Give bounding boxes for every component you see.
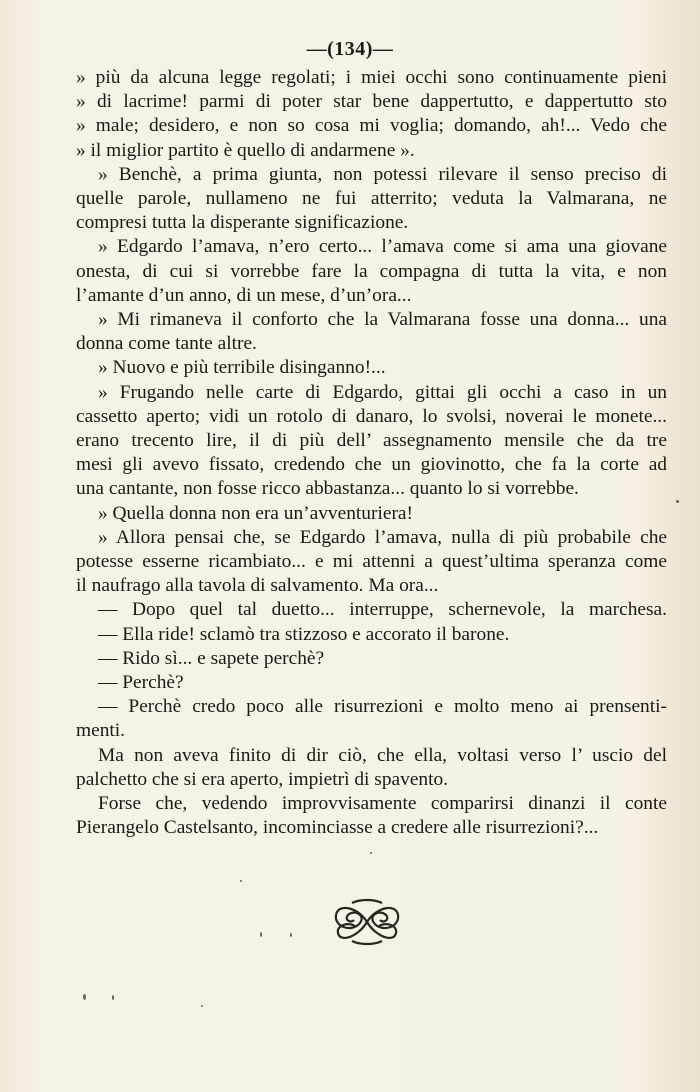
- text-line: menti.: [76, 720, 126, 742]
- text-line: » Quella donna non era un’avventuriera!: [98, 502, 413, 524]
- text-line: » male; desidero, e non so cosa mi voglia; domando, ah!... Vedo che: [76, 115, 667, 137]
- text-line: » Benchè, a prima giunta, non potessi rilevare il senso preciso di: [98, 163, 667, 185]
- text-line: — Perchè?: [98, 672, 184, 694]
- text-line: » Mi rimaneva il conforto che la Valmarana fosse una donna... una: [98, 309, 667, 331]
- text-line: onesta, di cui si vorrebbe fare la compagna di tutta la vita, e non: [76, 260, 667, 282]
- text-line: mesi gli avevo fissato, credendo che un giovinotto, che fa la corte ad: [76, 454, 667, 476]
- text-line: » Frugando nelle carte di Edgardo, gittai gli occhi a caso in un: [98, 381, 667, 403]
- text-line: Ma non aveva finito di dir ciò, che ella, voltasi verso l’ uscio del: [98, 744, 667, 766]
- body-text: [76, 66, 667, 841]
- text-line: cassetto aperto; vidi un rotolo di danaro, lo svolsi, noverai le monete...: [76, 405, 667, 427]
- text-line: » Edgardo l’amava, n’ero certo... l’amava come si ama una giovane: [98, 236, 667, 258]
- text-line: Pierangelo Castelsanto, incominciasse a credere alle risurrezioni?...: [76, 817, 599, 839]
- text-line: erano trecento lire, il di più dell’ assegnamento mensile che da tre: [76, 430, 667, 452]
- text-line: » Allora pensai che, se Edgardo l’amava, nulla di più probabile che: [98, 526, 667, 548]
- text-line: — Ella ride! sclamò tra stizzoso e accorato il barone.: [98, 623, 510, 645]
- text-line: — Perchè credo poco alle risurrezioni e molto meno ai prensenti-: [98, 696, 667, 718]
- text-line: — Dopo quel tal duetto... interruppe, schernevole, la marchesa.: [98, 599, 667, 621]
- vignette-ornament-icon: [330, 897, 404, 947]
- text-line: il naufrago alla tavola di salvamento. Ma ora...: [76, 575, 439, 597]
- text-line: » più da alcuna legge regolati; i miei occhi sono continuamente pieni: [76, 67, 667, 88]
- text-line: » Nuovo e più terribile disinganno!...: [98, 357, 386, 379]
- text-line: Forse che, vedendo improvvisamente comparirsi dinanzi il conte: [98, 793, 667, 815]
- text-line: una cantante, non fosse ricco abbastanza... quanto lo si vorrebbe.: [76, 478, 579, 500]
- text-line: — Rido sì... e sapete perchè?: [98, 647, 325, 669]
- page-number-header: —(134)—: [306, 38, 394, 60]
- text-line: potesse esserne ricambiato... e mi attenni a quest’ultima speranza come: [76, 551, 667, 573]
- text-line: quelle parole, nullameno ne fui atterrito; veduta la Valmarana, ne: [76, 188, 667, 210]
- text-line: » il miglior partito è quello di andarmene ».: [76, 139, 415, 161]
- text-line: donna come tante altre.: [76, 333, 257, 355]
- text-line: palchetto che si era aperto, impietrì di spavento.: [76, 768, 449, 790]
- text-line: l’amante d’un anno, di un mese, d’un’ora...: [76, 284, 412, 306]
- text-line: compresi tutta la disperante significazione.: [76, 212, 409, 234]
- text-line: » di lacrime! parmi di poter star bene dappertutto, e dappertutto sto: [76, 91, 667, 113]
